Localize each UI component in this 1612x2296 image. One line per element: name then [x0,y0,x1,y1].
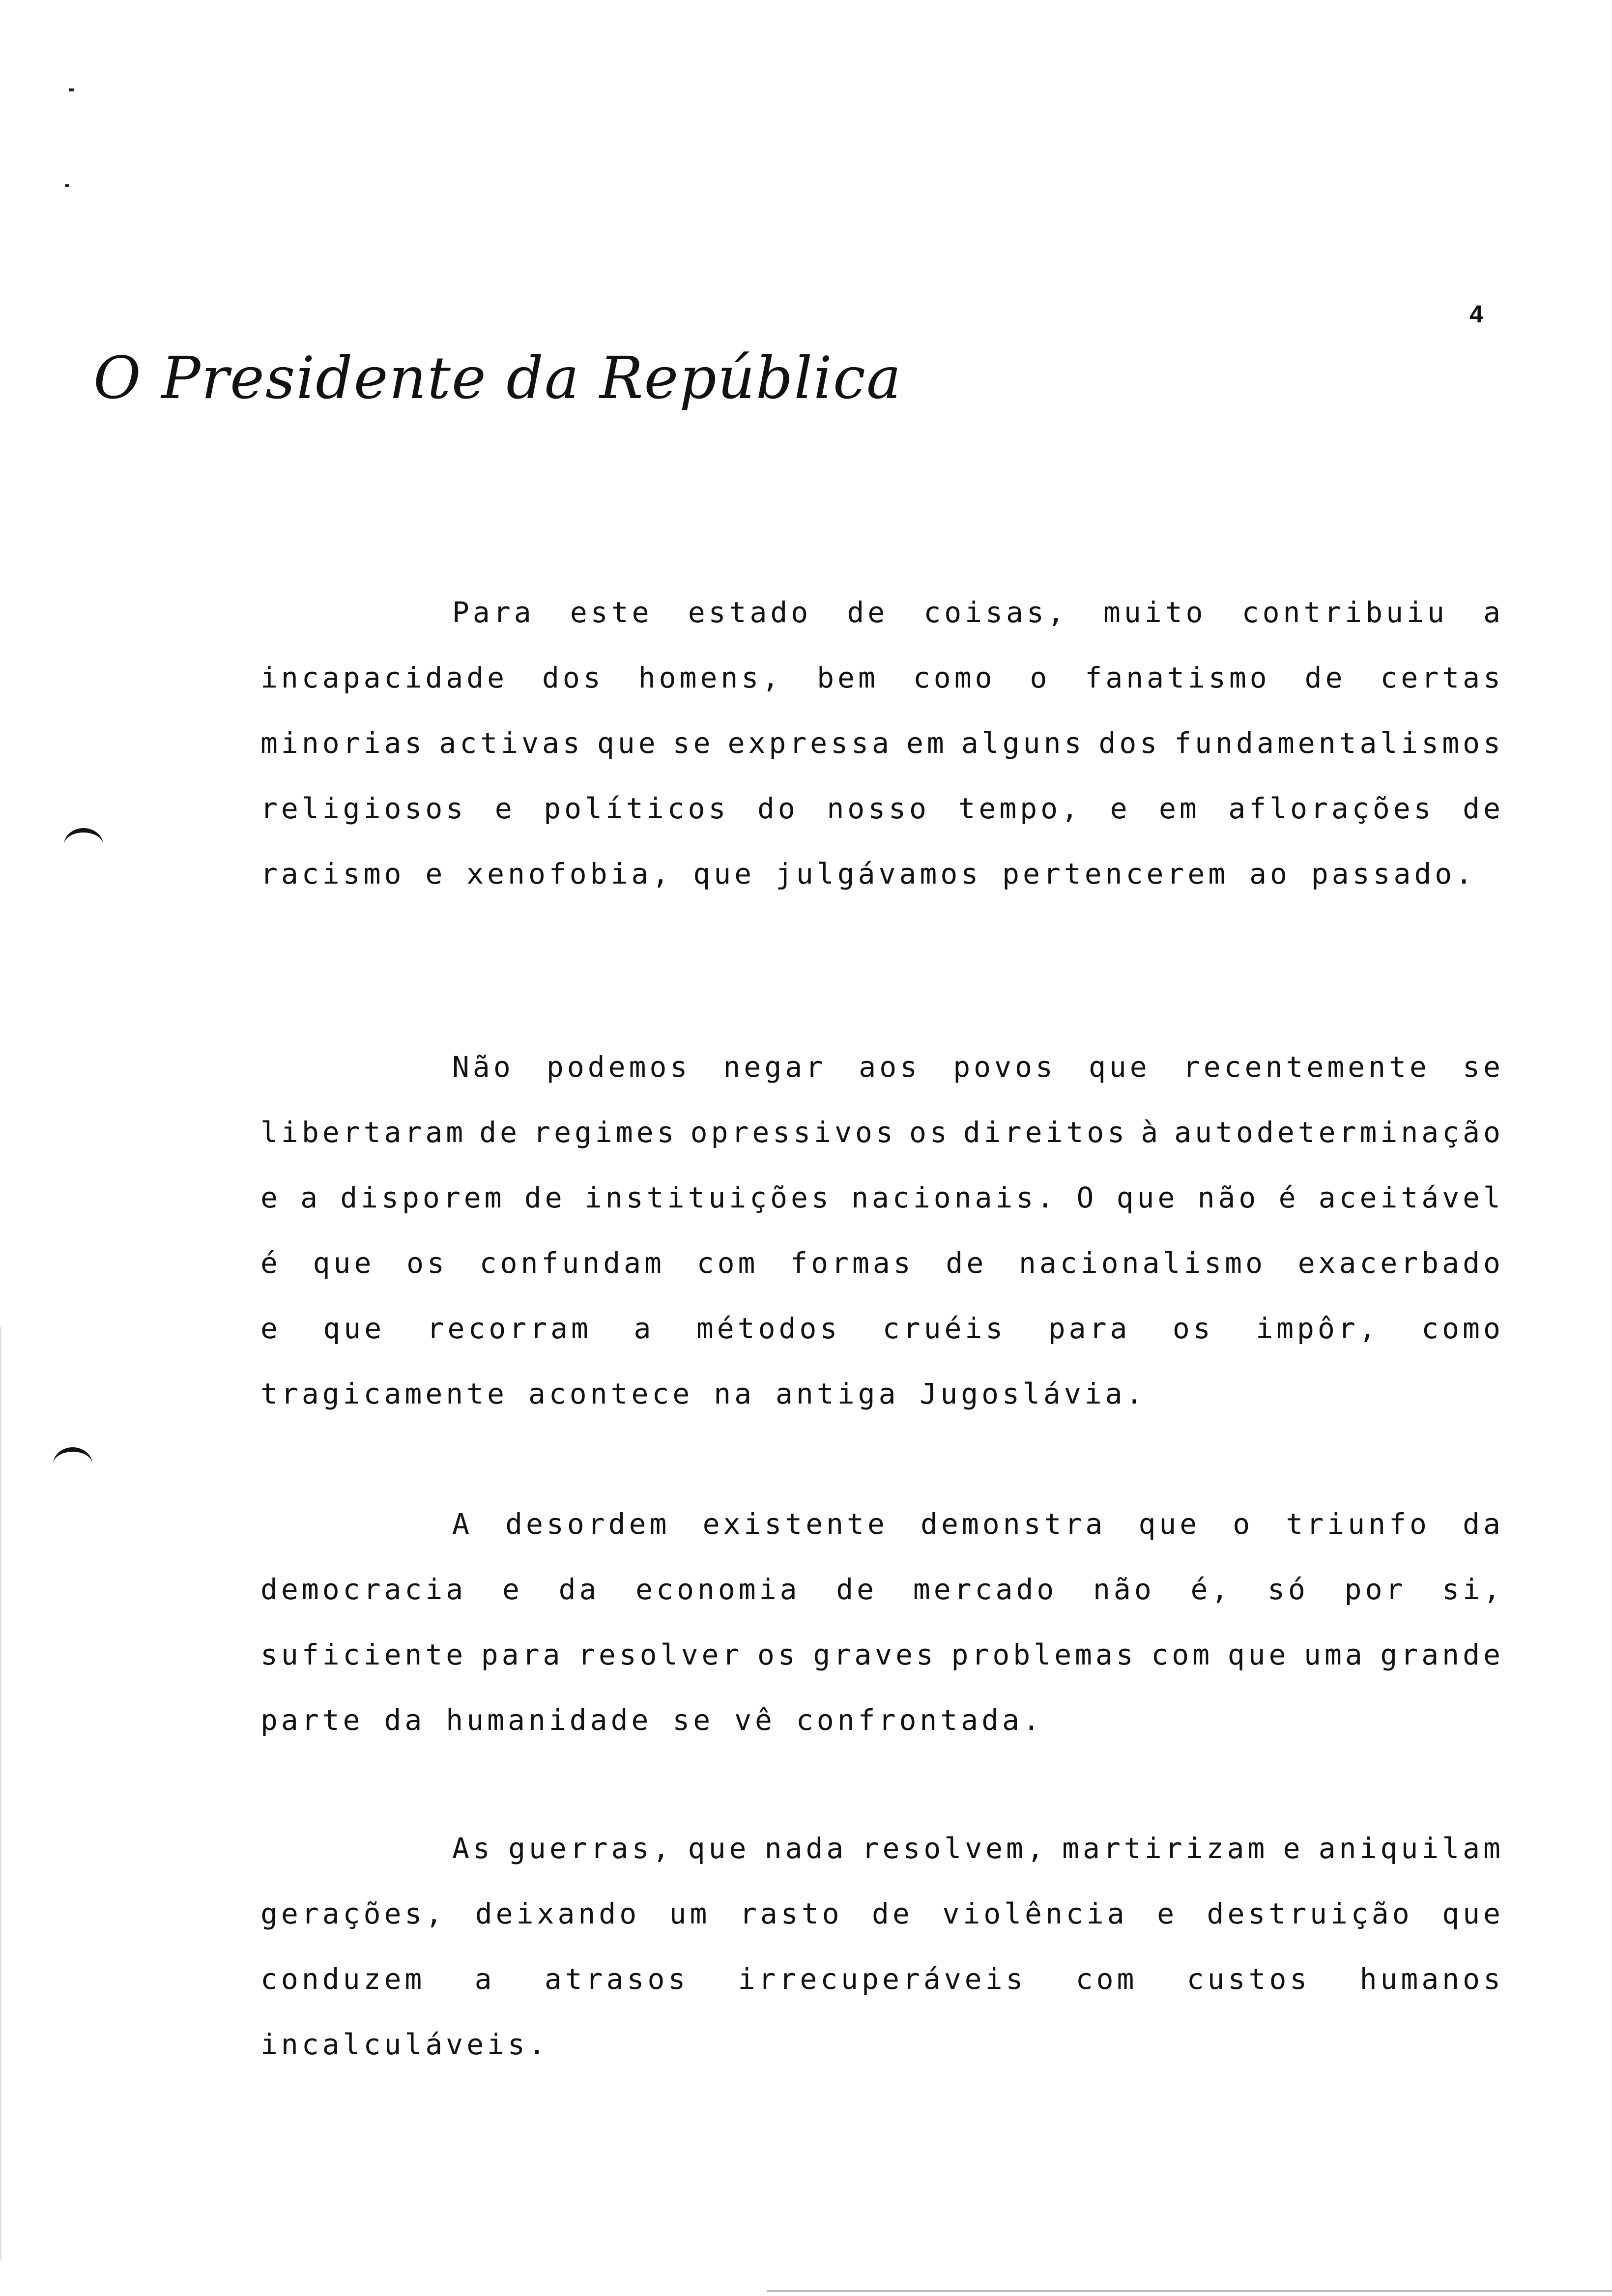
word: expressa [727,726,892,760]
bottom-scan-rule [767,2290,1612,2292]
word: As [452,1832,493,1865]
word: aflorações [1228,792,1435,825]
word: da [1463,1507,1504,1541]
word: suficiente [260,1638,467,1671]
word: recentemente [1182,1050,1430,1084]
word: fanatismo [1085,661,1270,694]
word: regimes [533,1116,678,1149]
page-number: 4 [1469,300,1483,328]
word: o [1233,1507,1254,1541]
word: povos [953,1050,1056,1084]
word: nacionalismo [1018,1246,1266,1280]
word: como [913,661,996,694]
word: economia [635,1573,801,1606]
word: de [872,1897,913,1930]
word: contribuiu [1241,596,1448,629]
word: dos [1098,726,1161,760]
word: recorram [427,1312,592,1345]
paragraph-4 [260,1816,1504,2077]
word: muito [1103,596,1207,629]
word: só [1267,1573,1309,1606]
word: existente [702,1507,888,1541]
text-line: tragicamente acontece na antiga Jugoslávia. [260,1377,1147,1410]
word: que [313,1246,375,1280]
word: triunfo [1286,1507,1430,1541]
word: coisas, [923,596,1068,629]
word: que [688,1832,750,1865]
word: que [1227,1638,1290,1671]
text-line [260,1557,1504,1622]
word: conduzem [260,1962,426,1996]
word: democracia [260,1573,467,1606]
word: não [1093,1573,1155,1606]
scan-mark-dot [69,88,74,91]
text-line [260,580,1504,645]
word: deixando [475,1897,640,1930]
paragraph-1 [260,580,1504,907]
text-line [260,1034,1504,1100]
text-line [260,1296,1504,1361]
word: em [906,726,948,760]
word: nosso [827,792,930,825]
word: A [452,1507,473,1541]
text-line: parte da humanidade se vê confrontada. [260,1703,1043,1737]
word: é [1278,1181,1299,1214]
text-line: incalculáveis. [260,2028,549,2061]
word: à [1141,1116,1162,1149]
word: guerras, [508,1832,673,1865]
word: atrasos [544,1962,689,1996]
word: custos [1186,1962,1311,1996]
punch-hole-mark-icon [53,1447,92,1481]
word: certas [1380,661,1504,694]
word: si, [1442,1573,1504,1606]
text-line [260,1947,1504,2012]
word: nada [764,1832,847,1865]
word: homens, [638,661,783,694]
word: aniquilam [1318,1832,1504,1865]
word: e [1157,1897,1178,1930]
word: impôr, [1256,1312,1380,1345]
word: um [669,1897,711,1930]
word: demonstra [921,1507,1106,1541]
word: de [1463,792,1504,825]
word: para [1048,1312,1131,1345]
word: e [1110,792,1131,825]
word: os [757,1638,799,1671]
word: graves [813,1638,937,1671]
text-line [260,645,1504,711]
word: religiosos [260,792,467,825]
word: com [696,1246,759,1280]
word: se [672,726,714,760]
word: em [1159,792,1200,825]
word: e [1283,1832,1304,1865]
word: formas [790,1246,914,1280]
scan-mark-dot [65,184,69,187]
word: uma [1304,1638,1366,1671]
word: a [633,1312,655,1345]
punch-hole-mark-icon [64,828,103,862]
word: é, [1190,1573,1232,1606]
word: rasto [739,1897,843,1930]
word: de [1304,661,1346,694]
word: que [1116,1181,1179,1214]
word: o [1030,661,1051,694]
word: os [1172,1312,1214,1345]
word: confundam [479,1246,665,1280]
word: opressivos [690,1116,896,1149]
word: políticos [544,792,729,825]
word: como [1421,1312,1504,1345]
word: estado [688,596,812,629]
word: resolver [578,1638,743,1671]
word: gerações, [260,1897,446,1930]
word: dos [542,661,604,694]
word: desordem [505,1507,670,1541]
text-line [260,1100,1504,1165]
scan-edge-shadow [0,1327,1,2261]
word: a [300,1181,321,1214]
word: este [570,596,653,629]
paragraph-2 [260,1034,1504,1427]
word: a [1483,596,1504,629]
text-line [260,776,1504,841]
word: que [1088,1050,1151,1084]
word: Não [452,1050,514,1084]
word: não [1197,1181,1260,1214]
word: de [847,596,889,629]
word: humanos [1359,1962,1504,1996]
word: mercado [913,1573,1058,1606]
word: e [260,1312,281,1345]
word: aos [859,1050,921,1084]
word: que [1442,1897,1504,1930]
word: do [757,792,799,825]
word: se [1463,1050,1504,1084]
word: de [946,1246,987,1280]
word: para [481,1638,564,1671]
word: grande [1380,1638,1504,1671]
word: e [502,1573,523,1606]
word: O [1076,1181,1097,1214]
word: minorias [260,726,426,760]
text-line [260,1622,1504,1688]
text-line [260,1816,1504,1881]
text-line [260,1231,1504,1296]
word: que [323,1312,385,1345]
word: instituições [584,1181,832,1214]
word: negar [723,1050,827,1084]
word: disporem [340,1181,505,1214]
word: podemos [546,1050,691,1084]
word: destruição [1207,1897,1413,1930]
word: que [1138,1507,1201,1541]
word: martirizam [1062,1832,1268,1865]
word: de [479,1116,521,1149]
word: libertaram [260,1116,467,1149]
word: fundamentalismos [1174,726,1504,760]
word: problemas [951,1638,1137,1671]
word: direitos [963,1116,1128,1149]
paragraph-3 [260,1492,1504,1753]
word: activas [439,726,583,760]
text-line: racismo e xenofobia, que julgávamos pertencerem ao passado. [260,857,1476,890]
word: da [558,1573,600,1606]
word: aceitável [1318,1181,1504,1214]
word: e [260,1181,281,1214]
text-line [260,711,1504,776]
word: irrecuperáveis [738,1962,1027,1996]
word: cruéis [882,1312,1007,1345]
word: tempo, [958,792,1082,825]
text-line [260,1881,1504,1947]
word: de [836,1573,878,1606]
letterhead-presidente-da-republica: O Presidente da República [93,344,902,412]
word: alguns [961,726,1085,760]
word: violência [942,1897,1128,1930]
word: e [494,792,516,825]
word: de [524,1181,566,1214]
word: resolvem, [862,1832,1047,1865]
word: exacerbado [1297,1246,1504,1280]
word: a [474,1962,495,1996]
word: os [406,1246,448,1280]
word: que [597,726,659,760]
word: métodos [696,1312,841,1345]
word: Para [452,596,535,629]
word: com [1075,1962,1138,1996]
word: nacionais. [851,1181,1058,1214]
text-line [260,1165,1504,1231]
text-line [260,1492,1504,1557]
word: bem [817,661,879,694]
word: com [1151,1638,1213,1671]
word: os [909,1116,950,1149]
word: incapacidade [260,661,508,694]
word: é [260,1246,281,1280]
word: autodeterminação [1174,1116,1504,1149]
word: por [1344,1573,1407,1606]
